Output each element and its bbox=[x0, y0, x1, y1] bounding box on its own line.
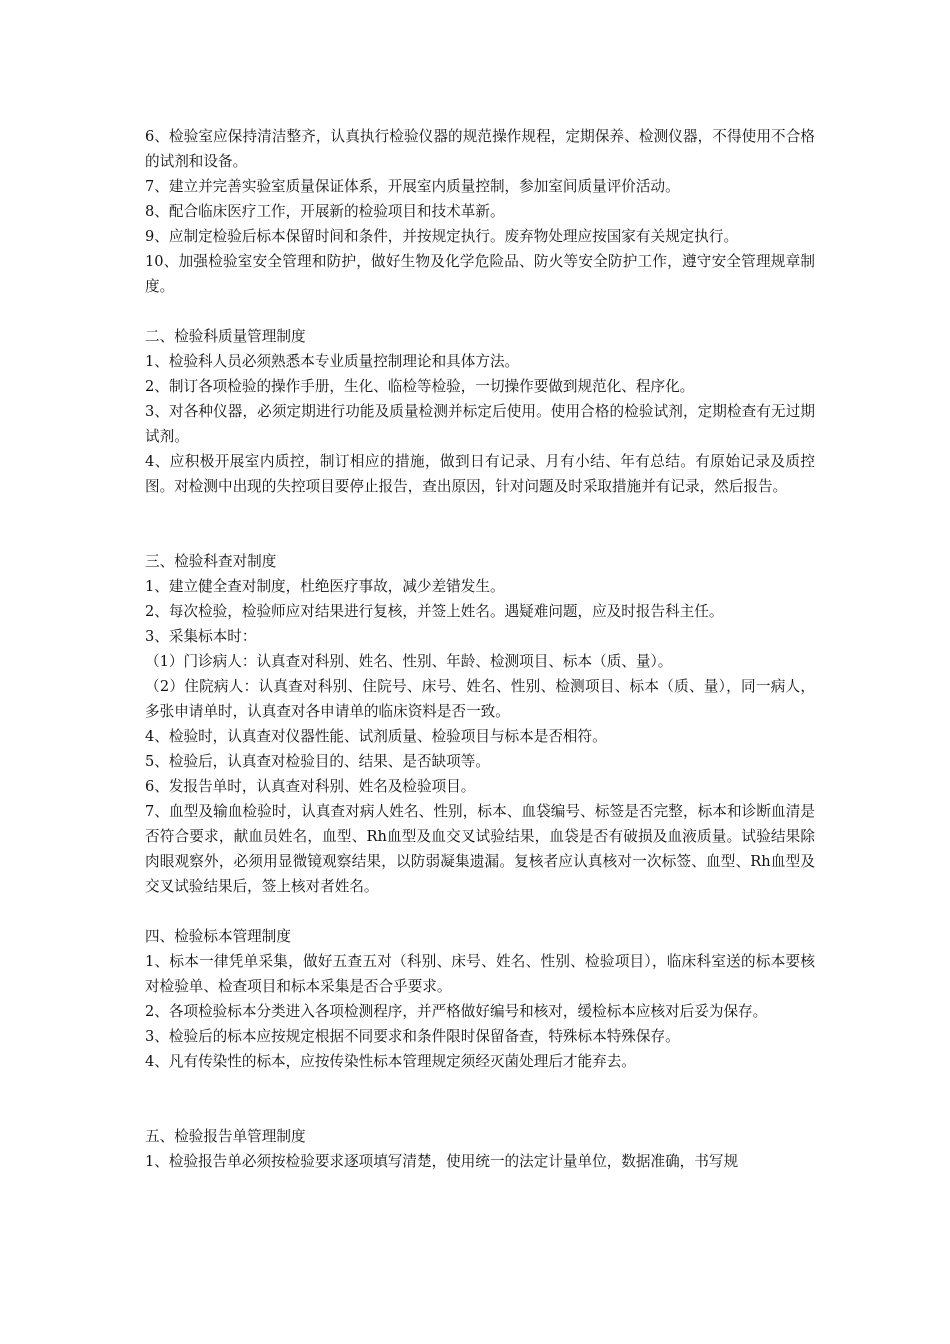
rule-item: 4、检验时，认真查对仪器性能、试剂质量、检验项目与标本是否相符。 bbox=[145, 728, 607, 745]
rule-item: 7、血型及输血检验时，认真查对病人姓名、性别，标本、血袋编号、标签是否完整，标本和诊断血清是否符合要求，献血员姓名，血型、Rh血型及血交叉试验结果，血袋是否有破损及血液质量。试验结果除肉眼观察外，必须用显微镜观察结果，以防弱凝集遗漏。复核者应认真核对一次标签、血型、Rh血型及交叉试验结果后，签上核对者姓名。 bbox=[145, 803, 815, 895]
rule-item: 6、检验室应保持清洁整齐，认真执行检验仪器的规范操作规程，定期保养、检测仪器，不得使用不合格的试剂和设备。 bbox=[145, 128, 815, 170]
section-3 bbox=[145, 549, 815, 899]
rule-item: 3、对各种仪器，必须定期进行功能及质量检测并标定后使用。使用合格的检验试剂，定期检查有无过期试剂。 bbox=[145, 403, 815, 445]
rule-item: 9、应制定检验后标本保留时间和条件，并按规定执行。废弃物处理应按国家有关规定执行。 bbox=[145, 228, 739, 245]
rule-item: 5、检验后，认真查对检验目的、结果、是否缺项等。 bbox=[145, 753, 490, 770]
rule-item: 2、各项检验标本分类进入各项检测程序，并严格做好编号和核对，缓检标本应核对后妥为保存。 bbox=[145, 1003, 768, 1020]
rule-item: 1、标本一律凭单采集，做好五查五对（科别、床号、姓名、性别、检验项目），临床科室送的标本要核对检验单、检查项目和标本采集是否合乎要求。 bbox=[145, 953, 815, 995]
section-title: 三、检验科查对制度 bbox=[145, 553, 277, 570]
spacer bbox=[145, 499, 815, 549]
rule-item: 8、配合临床医疗工作，开展新的检验项目和技术革新。 bbox=[145, 203, 505, 220]
section-5 bbox=[145, 1124, 815, 1174]
rule-item: 2、每次检验，检验师应对结果进行复核，并签上姓名。遇疑难问题，应及时报告科主任。 bbox=[145, 603, 724, 620]
section-title: 二、检验科质量管理制度 bbox=[145, 328, 306, 345]
rule-subitem: （2）住院病人：认真查对科别、住院号、床号、姓名、性别、检测项目、标本（质、量），同一病人，多张申请单时，认真查对各申请单的临床资料是否一致。 bbox=[145, 678, 815, 720]
rule-item: 7、建立并完善实验室质量保证体系，开展室内质量控制，参加室间质量评价活动。 bbox=[145, 178, 680, 195]
section-1 bbox=[145, 124, 815, 299]
rule-item: 4、凡有传染性的标本，应按传染性标本管理规定须经灭菌处理后才能弃去。 bbox=[145, 1053, 636, 1070]
spacer bbox=[145, 299, 815, 324]
section-title: 四、检验标本管理制度 bbox=[145, 928, 291, 945]
spacer bbox=[145, 1074, 815, 1124]
section-2 bbox=[145, 324, 815, 499]
rule-item: 10、加强检验室安全管理和防护，做好生物及化学危险品、防火等安全防护工作，遵守安全管理规章制度。 bbox=[145, 253, 815, 295]
rule-subitem: （1）门诊病人：认真查对科别、姓名、性别、年龄、检测项目、标本（质、量）。 bbox=[145, 653, 673, 670]
rule-item: 2、制订各项检验的操作手册，生化、临检等检验，一切操作要做到规范化、程序化。 bbox=[145, 378, 695, 395]
spacer bbox=[145, 899, 815, 924]
rule-item: 3、采集标本时： bbox=[145, 628, 257, 645]
section-4 bbox=[145, 924, 815, 1074]
section-title: 五、检验报告单管理制度 bbox=[145, 1128, 306, 1145]
rule-item: 6、发报告单时，认真查对科别、姓名及检验项目。 bbox=[145, 778, 476, 795]
rule-item: 1、检验科人员必须熟悉本专业质量控制理论和具体方法。 bbox=[145, 353, 520, 370]
rule-item: 4、应积极开展室内质控，制订相应的措施，做到日有记录、月有小结、年有总结。有原始记录及质控图。对检测中出现的失控项目要停止报告，查出原因，针对问题及时采取措施并有记录，然后报告。 bbox=[145, 453, 815, 495]
rule-item: 1、检验报告单必须按检验要求逐项填写清楚，使用统一的法定计量单位，数据准确，书写规 bbox=[145, 1153, 739, 1170]
rule-item: 1、建立健全查对制度，杜绝医疗事故，减少差错发生。 bbox=[145, 578, 505, 595]
document-page bbox=[145, 124, 815, 1174]
rule-item: 3、检验后的标本应按规定根据不同要求和条件限时保留备查，特殊标本特殊保存。 bbox=[145, 1028, 680, 1045]
